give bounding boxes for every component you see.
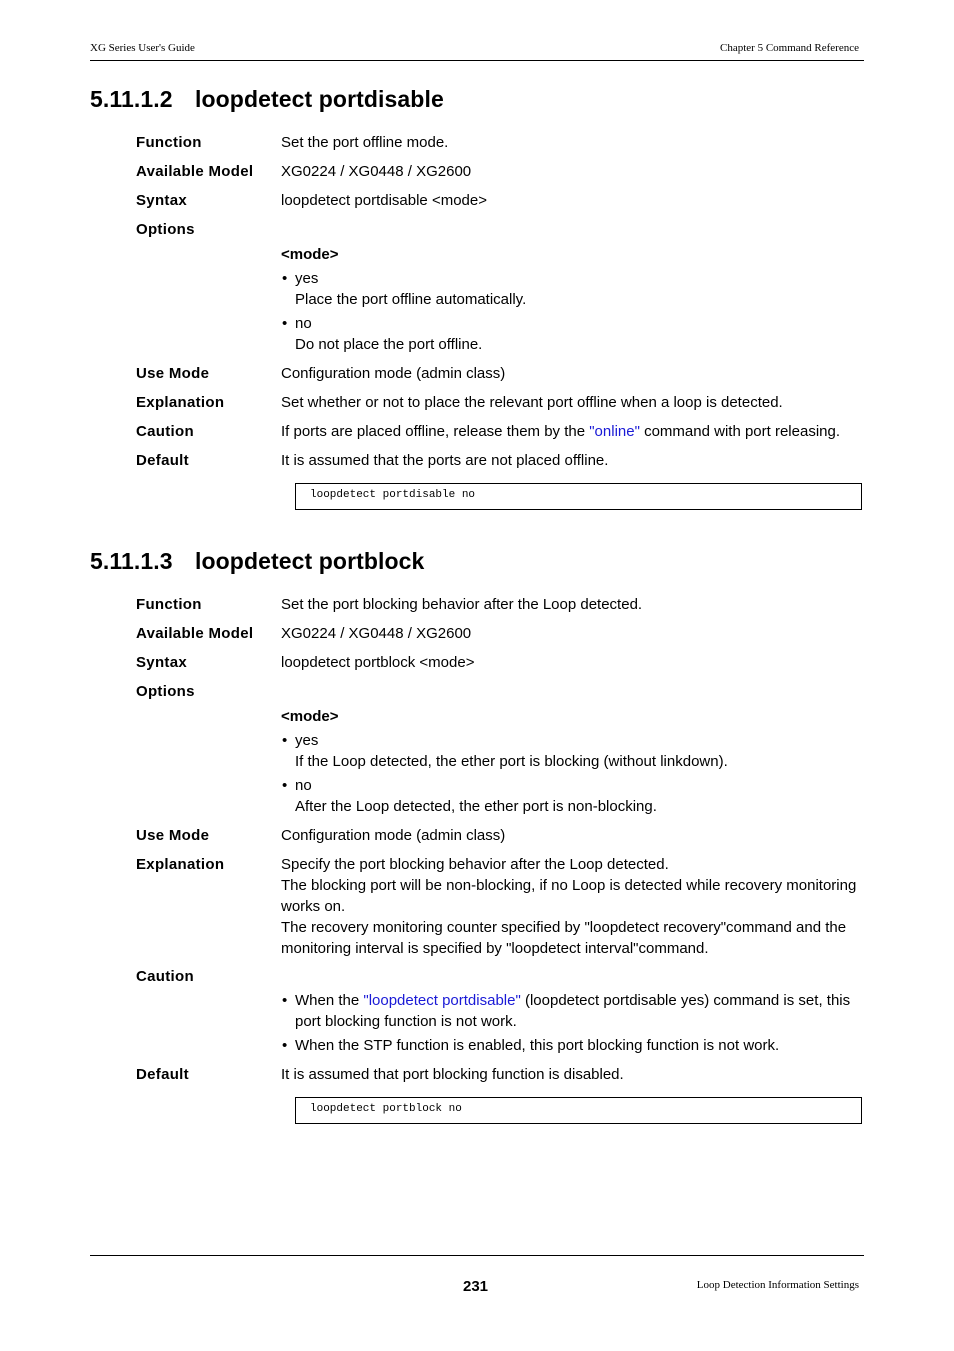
option-description: Place the port offline automatically. [295, 291, 527, 308]
use-mode-value: Configuration mode (admin class) [281, 827, 506, 844]
section-title: loopdetect portblock [195, 548, 425, 574]
footer-rule [90, 1255, 864, 1256]
option-value: no [295, 315, 312, 332]
option-description: If the Loop detected, the ether port is blocking (without linkdown). [295, 753, 728, 770]
syntax-value: loopdetect portblock <mode> [281, 654, 475, 671]
label-function: Function [136, 596, 202, 613]
example-code-box: loopdetect portdisable no [295, 483, 862, 510]
caution-text: command with port releasing. [639, 423, 841, 440]
label-available-model: Available Model [136, 163, 254, 180]
explanation-paragraph: The blocking port will be non-blocking, if no Loop is detected while recovery monitoring works on. [281, 877, 857, 915]
caution-value [281, 421, 861, 442]
use-mode-value: Configuration mode (admin class) [281, 365, 506, 382]
caution-text [295, 990, 861, 1032]
bullet-icon: • [282, 315, 288, 332]
option-value: no [295, 777, 312, 794]
section-heading-portdisable [90, 86, 444, 113]
label-use-mode: Use Mode [136, 827, 210, 844]
function-value: Set the port blocking behavior after the Loop detected. [281, 596, 643, 613]
caution-text-part: (loopdetect portdisable yes) command is set, this port blocking function is not work. [295, 992, 851, 1030]
syntax-value: loopdetect portdisable <mode> [281, 192, 487, 209]
section-number: 5.11.1.3 [90, 548, 173, 574]
option-name: <mode> [281, 708, 339, 725]
option-value: yes [295, 732, 319, 749]
explanation-value [281, 854, 861, 959]
label-default: Default [136, 452, 189, 469]
bullet-icon: • [282, 270, 288, 287]
example-code-box: loopdetect portblock no [295, 1097, 862, 1124]
label-explanation: Explanation [136, 856, 225, 873]
section-number: 5.11.1.2 [90, 86, 173, 112]
explanation-value: Set whether or not to place the relevant port offline when a loop is detected. [281, 394, 783, 411]
caution-text: When the STP function is enabled, this port blocking function is not work. [295, 1037, 780, 1054]
option-name: <mode> [281, 246, 339, 263]
default-value: It is assumed that port blocking function is disabled. [281, 1066, 624, 1083]
caution-text-part: When the [295, 992, 364, 1009]
function-value: Set the port offline mode. [281, 134, 449, 151]
bullet-icon: • [282, 777, 288, 794]
explanation-paragraph: Specify the port blocking behavior after the Loop detected. [281, 856, 669, 873]
label-explanation: Explanation [136, 394, 225, 411]
loopdetect-portdisable-link[interactable]: "loopdetect portdisable" [363, 992, 521, 1009]
label-caution: Caution [136, 968, 194, 985]
section-heading-portblock [90, 548, 424, 575]
option-value: yes [295, 270, 319, 287]
label-options: Options [136, 683, 195, 700]
label-default: Default [136, 1066, 189, 1083]
available-model-value: XG0224 / XG0448 / XG2600 [281, 625, 472, 642]
header-rule [90, 60, 864, 61]
bullet-icon: • [282, 992, 288, 1009]
label-function: Function [136, 134, 202, 151]
running-header-chapter: Chapter 5 Command Reference [720, 42, 859, 54]
label-syntax: Syntax [136, 654, 187, 671]
option-description: After the Loop detected, the ether port is non-blocking. [295, 798, 657, 815]
caution-text: If ports are placed offline, release them by the [281, 423, 590, 440]
label-options: Options [136, 221, 195, 238]
label-use-mode: Use Mode [136, 365, 210, 382]
label-caution: Caution [136, 423, 194, 440]
online-command-link[interactable]: "online" [589, 423, 640, 440]
explanation-paragraph: The recovery monitoring counter specified by "loopdetect recovery"command and the monitoring interval is specified by "loopdetect interval"command. [281, 919, 847, 957]
default-value: It is assumed that the ports are not placed offline. [281, 452, 609, 469]
running-header-title: XG Series User's Guide [90, 42, 195, 54]
bullet-icon: • [282, 1037, 288, 1054]
option-description: Do not place the port offline. [295, 336, 483, 353]
label-syntax: Syntax [136, 192, 187, 209]
footer-section-title: Loop Detection Information Settings [696, 1279, 859, 1291]
section-title: loopdetect portdisable [195, 86, 444, 112]
bullet-icon: • [282, 732, 288, 749]
available-model-value: XG0224 / XG0448 / XG2600 [281, 163, 472, 180]
label-available-model: Available Model [136, 625, 254, 642]
page-number: 231 [463, 1278, 489, 1295]
